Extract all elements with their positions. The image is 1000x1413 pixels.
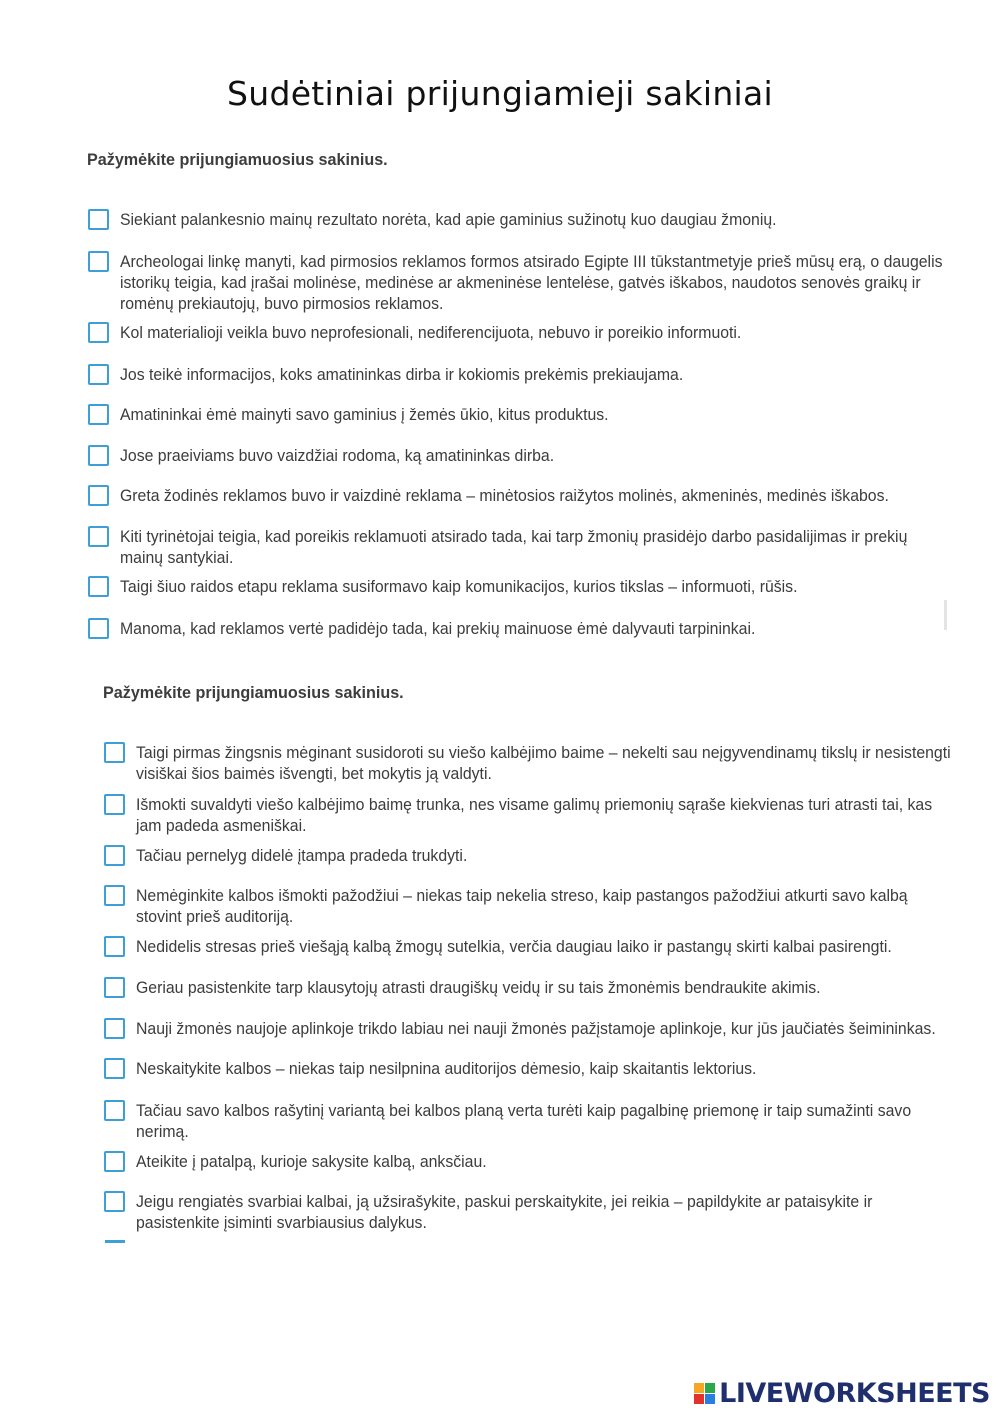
section1-item [88, 251, 1000, 314]
sentence-text: Išmokti suvaldyti viešo kalbėjimo baimę trunka, nes visame galimų priemonių sąraše kiekvienas turi atrasti tai, kas jam padeda asmeniškai. [136, 795, 933, 835]
checkbox[interactable] [88, 485, 109, 506]
checkbox[interactable] [104, 977, 125, 998]
checkbox[interactable] [88, 364, 109, 385]
sentence-text: Greta žodinės reklamos buvo ir vaizdinė reklama – minėtosios raižytos molinės, akmeninės, medinės iškabos. [120, 486, 889, 505]
checkbox[interactable] [104, 1151, 125, 1172]
sentence-text: Amatininkai ėmė mainyti savo gaminius į žemės ūkio, kitus produktus. [120, 405, 609, 424]
checkbox[interactable] [88, 404, 109, 425]
sentence-text: Neskaitykite kalbos – niekas taip nesilpnina auditorijos dėmesio, kaip skaitantis lektorius. [136, 1059, 757, 1078]
checkbox[interactable] [104, 845, 125, 866]
checkbox[interactable] [88, 251, 109, 272]
section1-instruction: Pažymėkite prijungiamuosius sakinius. [87, 150, 388, 169]
checkbox[interactable] [104, 1018, 125, 1039]
logo-square [705, 1383, 715, 1393]
checkbox[interactable] [88, 526, 109, 547]
checkbox[interactable] [104, 742, 125, 763]
sentence-text: Jos teikė informacijos, koks amatininkas dirba ir kokiomis prekėmis prekiaujama. [120, 365, 684, 384]
section2-item [104, 1191, 1000, 1233]
sentence-text: Nemėginkite kalbos išmokti pažodžiui – niekas taip nekelia streso, kaip pastangos pažodžiui atkurti savo kalbą stovint prieš auditoriją. [136, 886, 908, 926]
section2-item [104, 742, 1000, 784]
section1-item [88, 576, 1000, 597]
sentence-text: Nedidelis stresas prieš viešąją kalbą žmogų sutelkia, verčia daugiau laiko ir pastangų skirti kalbai pasirengti. [136, 937, 892, 956]
sentence-text: Ateikite į patalpą, kurioje sakysite kalbą, anksčiau. [136, 1152, 487, 1171]
section2-item [104, 1151, 1000, 1172]
section2-item [104, 1100, 1000, 1142]
logo-text: LIVEWORKSHEETS [719, 1377, 990, 1409]
checkbox[interactable] [88, 322, 109, 343]
sentence-text: Jose praeiviams buvo vaizdžiai rodoma, ką amatininkas dirba. [120, 446, 555, 465]
sentence-text: Kol materialioji veikla buvo neprofesionali, nediferencijuota, nebuvo ir poreikio informuoti. [120, 323, 742, 342]
section2-item [104, 936, 1000, 957]
page-title: Sudėtiniai prijungiamieji sakiniai [226, 74, 773, 113]
section1-item [88, 485, 1000, 506]
section2-item [104, 977, 1000, 998]
checkbox[interactable] [104, 1058, 125, 1079]
scan-artifact [944, 600, 947, 630]
section2-item [104, 1018, 1000, 1039]
section2-item [104, 794, 1000, 836]
section2-item [104, 845, 1000, 866]
checkbox[interactable] [88, 576, 109, 597]
sentence-text: Manoma, kad reklamos vertė padidėjo tada, kai prekių mainuose ėmė dalyvauti tarpininkai. [120, 619, 756, 638]
sentence-text: Nauji žmonės naujoje aplinkoje trikdo labiau nei nauji žmonės pažįstamoje aplinkoje, kur jūs jaučiatės šeimininkas. [136, 1019, 936, 1038]
sentence-text: Jeigu rengiatės svarbiai kalbai, ją užsirašykite, paskui perskaitykite, jei reikia – papildykite ar pataisykite ir pasistenkite įsiminti svarbiausius dalykus. [136, 1192, 873, 1232]
sentence-text: Siekiant palankesnio mainų rezultato norėta, kad apie gaminius sužinotų kuo daugiau žmonių. [120, 210, 777, 229]
section1-item [88, 618, 1000, 639]
checkbox[interactable] [88, 209, 109, 230]
sentence-text: Taigi šiuo raidos etapu reklama susiformavo kaip komunikacijos, kurios tikslas – informuoti, rūšis. [120, 577, 798, 596]
logo-square [694, 1383, 704, 1393]
checkbox[interactable] [104, 936, 125, 957]
logo-icon [694, 1383, 715, 1404]
checkbox[interactable] [88, 445, 109, 466]
sentence-text: Tačiau pernelyg didelė įtampa pradeda trukdyti. [136, 846, 468, 865]
logo-square [694, 1394, 704, 1404]
sentence-text: Tačiau savo kalbos rašytinį variantą bei kalbos planą verta turėti kaip pagalbinę priemonę ir taip sumažinti savo nerimą. [136, 1101, 912, 1141]
checkbox[interactable] [88, 618, 109, 639]
sentence-text: Taigi pirmas žingsnis mėginant susidoroti su viešo kalbėjimo baime – nekelti sau neįgyvendinamų tikslų ir nesistengti visiškai šios baimės išvengti, bet mokytis ją valdyti. [136, 743, 951, 783]
section2-item [104, 885, 1000, 927]
section1-item [88, 364, 1000, 385]
sentence-text: Archeologai linkę manyti, kad pirmosios reklamos formos atsirado Egipte III tūkstantmetyje prieš mūsų erą, o daugelis istorikų teigia, kad įrašai molinėse, medinėse ar akmeninėse lentelėse, gatvės iškabos, naudotos senovės graikų ir romėnų prekiautojų, buvo pirmosios reklamos. [120, 252, 943, 313]
section2-instruction: Pažymėkite prijungiamuosius sakinius. [103, 683, 404, 702]
section1-item [88, 322, 1000, 343]
liveworksheets-logo [694, 1378, 990, 1408]
checkbox[interactable] [104, 794, 125, 815]
checkbox[interactable] [104, 1100, 125, 1121]
section1-item [88, 526, 1000, 568]
cropped-checkbox-edge [105, 1240, 125, 1243]
checkbox[interactable] [104, 1191, 125, 1212]
section2-item [104, 1058, 1000, 1079]
sentence-text: Geriau pasistenkite tarp klausytojų atrasti draugiškų veidų ir su tais žmonėmis bendraukite akimis. [136, 978, 821, 997]
logo-square [705, 1394, 715, 1404]
section1-item [88, 445, 1000, 466]
sentence-text: Kiti tyrinėtojai teigia, kad poreikis reklamuoti atsirado tada, kai tarp žmonių prasidėjo darbo pasidalijimas ir prekių mainų santykiai. [120, 527, 908, 567]
checkbox[interactable] [104, 885, 125, 906]
section1-item [88, 404, 1000, 425]
section1-item [88, 209, 1000, 230]
